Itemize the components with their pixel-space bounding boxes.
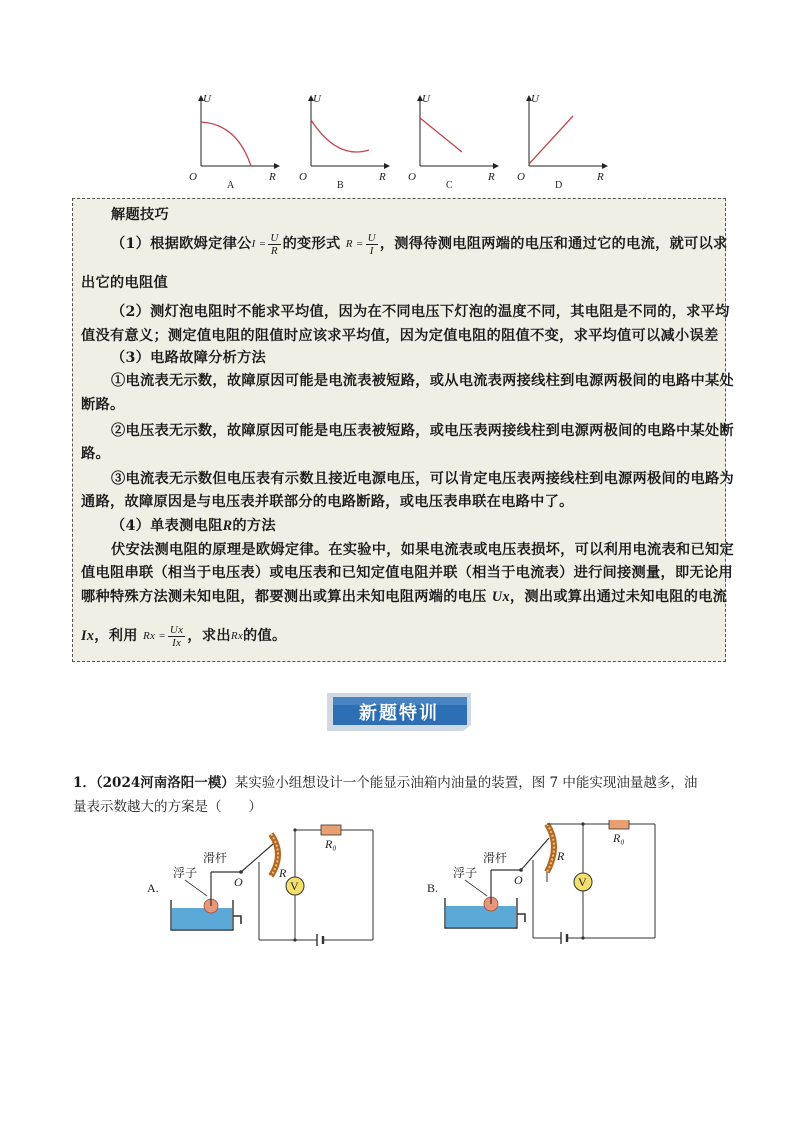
graph-c <box>406 92 506 192</box>
svg-text:R₀: R₀ <box>613 831 625 845</box>
curve-a <box>201 122 251 166</box>
svg-text:O: O <box>234 875 243 889</box>
svg-text:B.: B. <box>427 881 439 895</box>
tips-box: 解题技巧 （1）根据欧姆定律公I = $\frac{U}{R}$ 的变形式 R = $\frac{U}{I}$ ，测得待测电阻两端的电压和通过它的电流，就可以求 出它的电阻值 （2）测灯泡电阻时不能求平均值，因为在不同电压下灯泡的温度不同，其电阻是不同的，求平均 值没有意义；测定值电阻的阻值时应该求平均值，因为定值电阻的阻值不变，求平均值可以减小误差 （3）电路故障分析方法 ①电流表无示数，故障原因可能是电流表被短路，或从电流表两接线柱到电源两极间的电路中某处 断路。 ②电压表无示数，故障原因可能是电压表被短路，或电压表两接线柱到电源两极间的电路中某处断 路。 ③电流表无示数但电压表有示数且接近电源电压，可以肯定电压表两接线柱到电源两极间的电路为 通路，故障原因是与电压表并联部分的电路断路，或电压表串联在电路中了。 （4）单表测电阻R的方法 伏安法测电阻的原理是欧姆定律。在实验中，如果电流表或电压表损坏，可以利用电流表和已知定 值电阻串联（相当于电压表）或电压表和已知定值电阻并联（相当于电流表）进行间接测量，即无论用 哪种特殊方法测未知电阻，都要测出或算出未知电阻两端的电压 Ux，测出或算出通过未知电阻的电流 Ix，利用 Rx = $\frac{Ux}{Ix}$ ，求出Rx的值。 <box>72 198 726 662</box>
svg-text:R: R <box>269 171 276 183</box>
svg-text:U: U <box>531 93 539 105</box>
svg-text:R: R <box>597 171 604 183</box>
graph-d <box>515 92 615 192</box>
graph-a <box>187 92 287 192</box>
svg-text:R: R <box>279 866 287 880</box>
question-line-2: 量表示数越大的方案是（ ） <box>73 799 262 815</box>
circuit-b <box>425 820 660 954</box>
banner-text: 新题特训 <box>359 703 439 724</box>
graph-b <box>297 92 397 192</box>
svg-text:滑杆: 滑杆 <box>203 851 228 865</box>
svg-text:U: U <box>203 93 211 105</box>
curve-c <box>420 118 462 152</box>
svg-text:R: R <box>379 171 386 183</box>
svg-text:A.: A. <box>147 881 159 895</box>
svg-text:O: O <box>514 873 523 887</box>
tips-p1: （1）根据欧姆定律公I = $\frac{U}{R}$ 的变形式 R = $\frac{U}{I}$ ，测得待测电阻两端的电压和通过它的电流，就可以求 <box>111 231 728 257</box>
svg-text:O: O <box>517 171 525 183</box>
curve-d <box>529 116 573 164</box>
svg-text:R₀: R₀ <box>325 837 337 851</box>
section-banner <box>323 691 475 733</box>
svg-text:B: B <box>337 180 344 191</box>
svg-text:V: V <box>578 875 587 889</box>
circuit-a <box>145 820 375 954</box>
svg-text:O: O <box>408 171 416 183</box>
curve-b <box>311 120 369 152</box>
svg-text:R: R <box>488 171 495 183</box>
svg-text:滑杆: 滑杆 <box>483 851 508 865</box>
svg-text:U: U <box>422 93 430 105</box>
svg-text:A: A <box>227 180 235 191</box>
svg-text:U: U <box>313 93 321 105</box>
svg-text:浮子: 浮子 <box>173 866 198 880</box>
svg-text:C: C <box>446 180 453 191</box>
svg-text:O: O <box>189 171 197 183</box>
tips-title: 解题技巧 <box>111 207 169 223</box>
question-line-1: 1．（2024河南洛阳一模）某实验小组想设计一个能显示油箱内油量的装置，图 7 中能实现油量越多，油 <box>73 775 698 791</box>
svg-text:R: R <box>557 849 565 863</box>
svg-text:O: O <box>299 171 307 183</box>
svg-text:D: D <box>555 180 563 191</box>
svg-text:浮子: 浮子 <box>453 866 478 880</box>
svg-text:V: V <box>290 879 299 893</box>
